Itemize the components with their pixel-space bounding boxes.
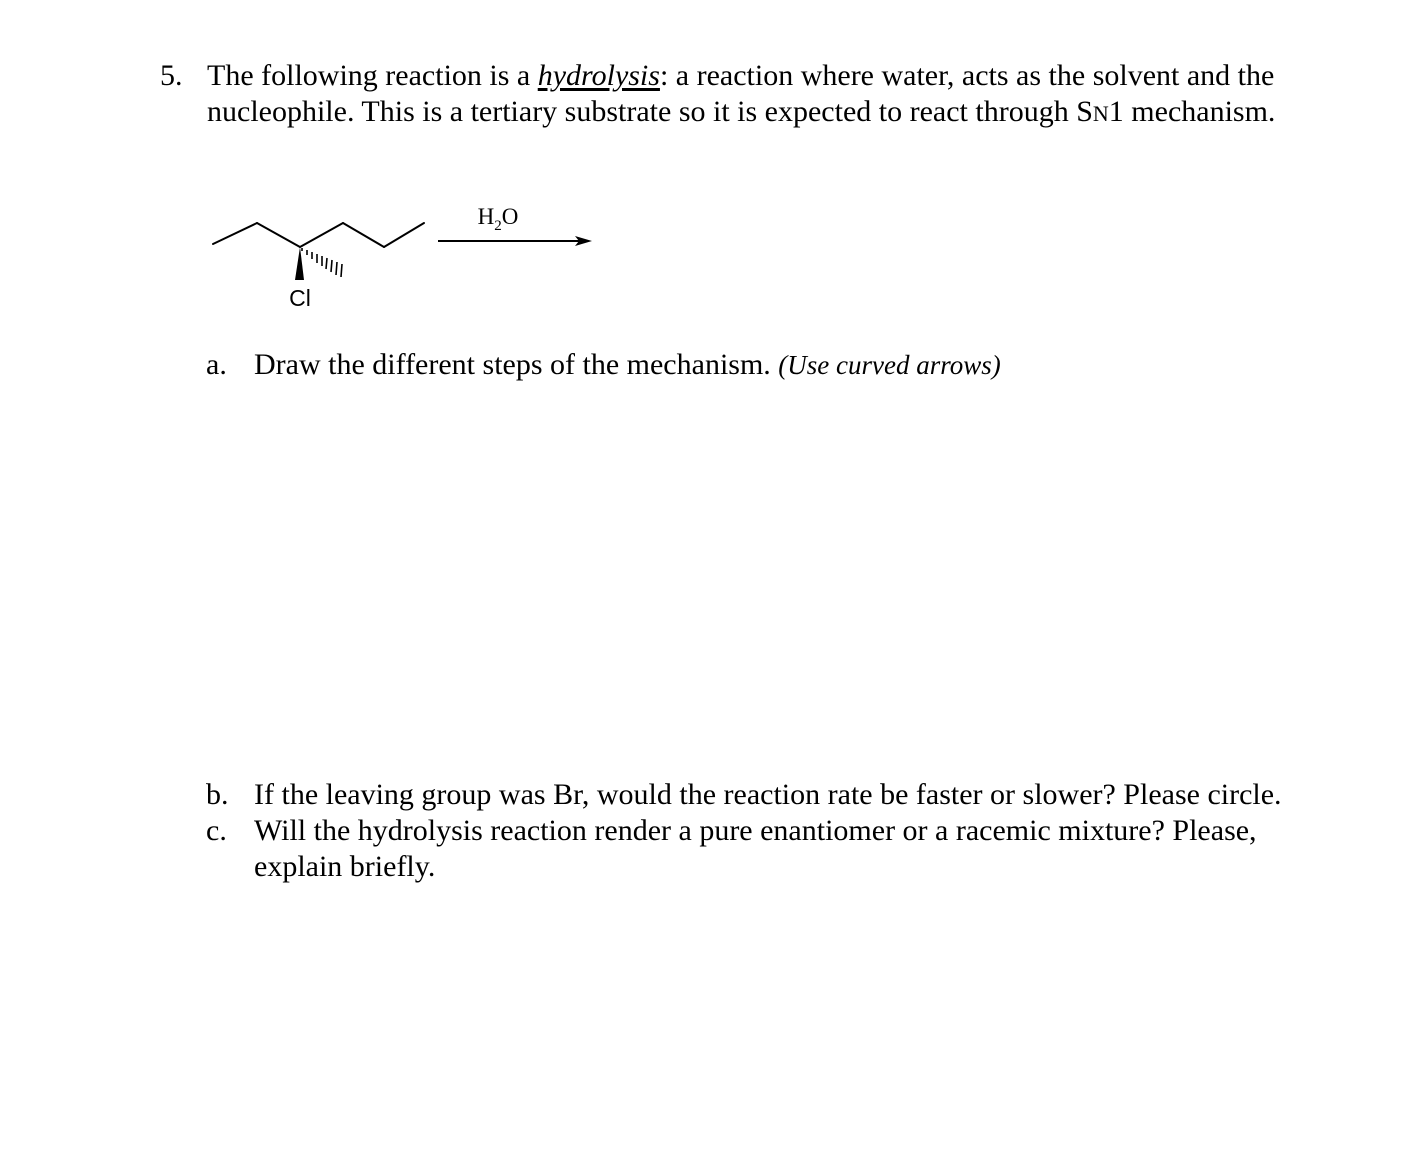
part-a-text — [254, 347, 1001, 383]
question-text-segment: 1 mechanism. — [1108, 95, 1276, 128]
wedge-bond — [295, 247, 304, 280]
reagent-h: H — [477, 204, 495, 229]
question-text-segment: The following reaction is a — [207, 59, 538, 92]
part-c-text-line-2: explain briefly. — [254, 850, 436, 883]
reagent-label — [478, 204, 519, 234]
part-a-letter: a. — [206, 348, 227, 381]
reaction-scheme — [200, 190, 620, 320]
part-a-instruction: Draw the different steps of the mechanism. — [254, 348, 779, 381]
question-text-segment: : a reaction where water, acts as the solvent and the — [659, 59, 1275, 92]
bond — [300, 223, 343, 247]
reagent-o: O — [501, 204, 519, 229]
part-a-note: (Use curved arrows) — [778, 350, 1001, 380]
question-number: 5. — [160, 59, 183, 92]
sn-subscript: N — [1092, 101, 1109, 126]
bond — [343, 223, 384, 247]
chlorine-label: Cl — [289, 285, 311, 311]
part-c-text-line-1: Will the hydrolysis reaction render a pure enantiomer or a racemic mixture? Please, — [254, 814, 1257, 847]
hash-bond — [302, 248, 342, 277]
substrate-skeleton — [213, 223, 424, 247]
question-text-line-2 — [207, 94, 1275, 132]
bond — [384, 223, 424, 247]
bond — [257, 223, 300, 247]
part-b-letter: b. — [206, 778, 229, 811]
part-b-text: If the leaving group was Br, would the reaction rate be faster or slower? Please circle. — [254, 778, 1282, 811]
hydrolysis-term: hydrolysis — [537, 59, 660, 92]
reagent-subscript: 2 — [494, 218, 502, 234]
bond — [213, 223, 257, 244]
part-c-letter: c. — [206, 814, 227, 847]
question-text-segment: nucleophile. This is a tertiary substrate so it is expected to react through S — [207, 95, 1093, 128]
question-text-line-1 — [207, 58, 1274, 94]
